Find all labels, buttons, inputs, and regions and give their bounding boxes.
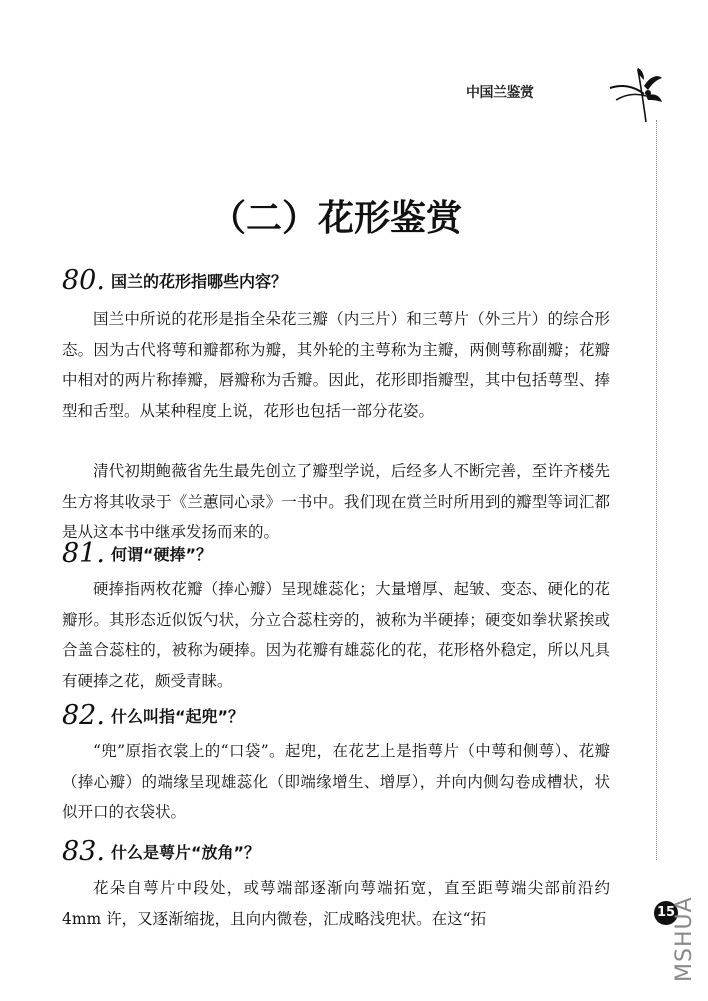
question-number: 83.	[62, 836, 105, 867]
page-number: 15	[654, 901, 678, 925]
question-number: 81.	[62, 538, 105, 569]
paragraph: 清代初期鲍薇省先生最先创立了瓣型学说，后经多人不断完善，至许齐楼先生方将其收录于《兰蕙同心录》一书中。我们现在赏兰时所用到的瓣型等词汇都是从这本书中继承发扬而来的。	[62, 462, 610, 541]
question-number: 82.	[62, 700, 105, 731]
question-text: 什么叫指“起兜”？	[110, 707, 244, 726]
paragraph: 花朵自萼片中段处，或萼端部逐渐向萼端拓宽，直至距萼端尖部前沿约 4mm 许，又逐渐缩拢，且向内微卷，汇成略浅兜状。在这“拓	[62, 879, 610, 928]
paragraph: 国兰中所说的花形是指全朵花三瓣（内三片）和三萼片（外三片）的综合形态。因为古代将萼和瓣都称为瓣，其外轮的主萼称为主瓣，两侧萼称副瓣；花瓣中相对的两片称捧瓣，唇瓣称为舌瓣。因此，花形即指瓣型，其中包括萼型、捧型和舌型。从某种程度上说，花形也包括一部分花姿。	[62, 310, 610, 420]
question-heading-83	[62, 836, 622, 870]
question-number: 80.	[62, 265, 105, 296]
question-text: 何谓“硬捧”？	[110, 545, 212, 564]
watermark: MSHUA	[672, 896, 697, 982]
chapter-title: （二）花形鉴赏	[210, 197, 463, 239]
running-header: 中国兰鉴赏	[466, 85, 534, 101]
question-heading-81	[62, 538, 622, 572]
orchid-icon	[608, 66, 664, 124]
question-heading-82	[62, 700, 622, 734]
paragraph: 硬捧指两枚花瓣（捧心瓣）呈现雄蕊化；大量增厚、起皱、变态、硬化的花瓣形。其形态近似饭勺状，分立合蕊柱旁的，被称为半硬捧；硬变如拳状紧挨或合盖合蕊柱的，被称为硬捧。因为花瓣有雄蕊化的花，花形格外稳定，所以凡具有硬捧之花，颇受青睐。	[62, 580, 610, 690]
question-text: 国兰的花形指哪些内容？	[110, 272, 287, 291]
margin-dotted-rule	[656, 120, 657, 860]
question-text: 什么是萼片“放角”？	[110, 843, 260, 862]
paragraph: “兜”原指衣裳上的“口袋”。起兜，在花艺上是指萼片（中萼和侧萼）、花瓣（捧心瓣）的端缘呈现雄蕊化（即端缘增生、增厚），并向内侧勾卷成槽状，状似开口的衣袋状。	[62, 742, 610, 821]
question-heading-80	[62, 265, 622, 299]
